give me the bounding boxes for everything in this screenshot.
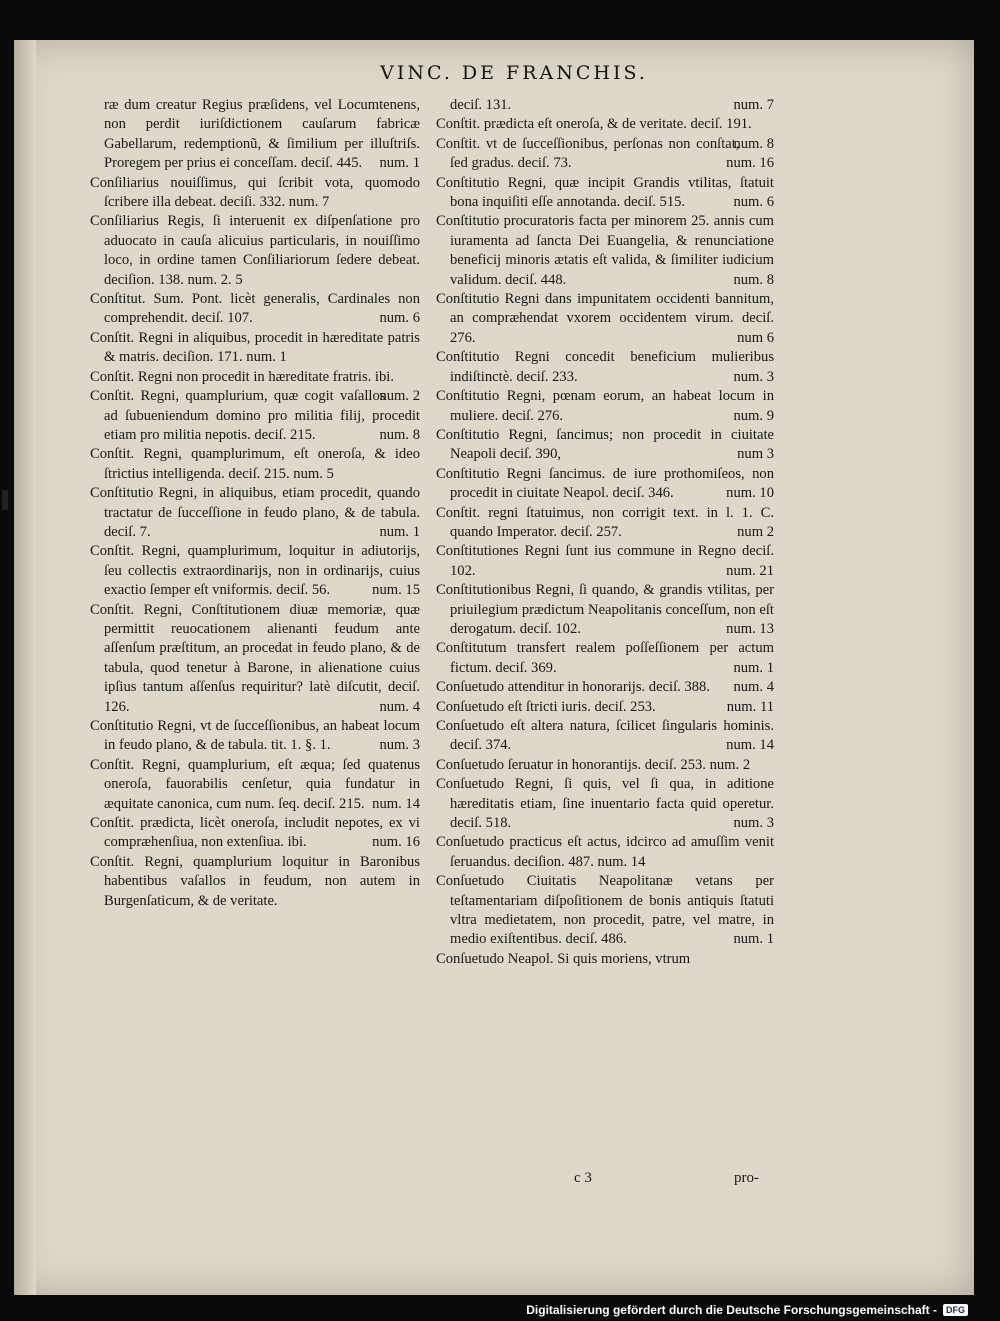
index-entry: [90, 445, 420, 484]
entry-text: Conſuetudo ſeruatur in honorantijs. deciſ. 253. num. 2: [436, 756, 751, 773]
index-entry: [90, 329, 420, 368]
index-entry: [436, 212, 774, 290]
entry-text: Conſtitutiones Regni ſunt ius commune in Regno deciſ. 102.: [436, 543, 774, 579]
entry-number: num. 3: [733, 368, 774, 385]
catchword: pro-: [734, 1170, 759, 1186]
entry-number: num. 16: [726, 155, 774, 172]
entry-text: Conſtitutio Regni, quæ incipit Grandis vtilitas, ſtatuit bona inquiſiti eſſe annotanda. deciſ. 515.: [436, 174, 774, 211]
index-entry: [436, 387, 774, 426]
entry-text: Conſuetudo Regni, ſi quis, vel ſi qua, in aditione hæreditatis etiam, ſine inuentario facta quid operetur. deciſ. 518.: [436, 776, 774, 832]
entry-text: Conſtit. Regni, quamplurimum, loquitur in adiutorijs, ſeu collectis extraordinarijs, non in ordinarijs, cuius exactio ſemper eſt vniformis. deciſ. 56.: [90, 543, 420, 599]
entry-text: ræ dum creatur Regius præſidens, vel Locumtenens, non perdit iuriſdictionem cauſarum fabricæ Gabellarum, redemptionũ, & ſimilium per illuſtriſs. Proregem per prius ei conceſſam. deciſ. 445.: [104, 97, 420, 172]
entry-number: num. 2: [379, 388, 420, 405]
index-entry: [90, 601, 420, 717]
entry-number: num. 4: [733, 679, 774, 696]
index-entry: [436, 542, 774, 581]
entry-text: Conſtitutio Regni, ſancimus; non procedit in ciuitate Neapoli deciſ. 390,: [436, 426, 774, 463]
entry-text: Conſtitutionibus Regni, ſi quando, & grandis vtilitas, per priuilegium prædictum Neapolitanis conceſſum, non eſt derogatum. deciſ. 102.: [436, 582, 774, 637]
entry-number: num. 1: [733, 931, 774, 948]
entry-number: num. 14: [372, 795, 420, 812]
index-entry: [436, 96, 774, 115]
index-entry: [90, 368, 420, 405]
entry-text: Conſtit. vt de ſucceſſionibus, perſonas non conſtat, ſed gradus. deciſ. 73.: [436, 135, 740, 172]
left-column: [90, 96, 420, 911]
index-entry: [90, 853, 420, 911]
entry-number: num 6: [737, 329, 774, 346]
entry-number: num. 6: [733, 194, 774, 211]
index-entry: [90, 717, 420, 756]
index-entry: [436, 426, 774, 465]
entry-text: Conſuetudo eſt ſtricti iuris. deciſ. 253.: [436, 698, 656, 715]
index-entry: [436, 581, 774, 639]
index-entry: [436, 775, 774, 833]
index-entry: [90, 387, 420, 445]
page-binding-shadow: [14, 40, 36, 1295]
entry-text: Conſtitutio Regni ſancimus. de iure prothomiſeos, non procedit in ciuitate Neapol. deciſ. 346.: [436, 465, 774, 502]
index-entry: [436, 639, 774, 678]
entry-number: num. 1: [379, 155, 420, 172]
entry-text: Conſtitutio Regni dans impunitatem occidenti bannitum, an compræhendat vxorem occidentem virum. deciſ. 276.: [436, 291, 774, 346]
index-entry: [436, 756, 774, 775]
entry-number: num 3: [737, 446, 774, 463]
entry-text: Conſtitutio Regni, pœnam eorum, an habeat locum in muliere. deciſ. 276.: [436, 388, 774, 424]
entry-number: num. 7: [733, 97, 774, 113]
entry-number: num. 1: [379, 523, 420, 540]
book-page: [14, 40, 974, 1295]
entry-text: Conſuetudo Ciuitatis Neapolitanæ vetans per teſtamentariam diſpoſitionem de bonis antiquis ſtatuti vltra medietatem, non procedit, patre, vel matre, in medio exiſtentibus. deciſ. 486.: [436, 873, 774, 948]
entry-text: Conſuetudo attenditur in honorarijs. deciſ. 388.: [436, 679, 710, 696]
entry-number: num. 1: [733, 659, 774, 676]
entry-text: Conſuetudo eſt altera natura, ſcilicet ſingularis hominis. deciſ. 374.: [436, 718, 774, 754]
entry-text: Conſtit. regni ſtatuimus, non corrigit text. in l. 1. C. quando Imperator. deciſ. 257.: [436, 504, 774, 540]
entry-text: Conſtit. Regni, quamplurium loquitur in Baronibus habentibus vaſallos in feudum, non autem in Burgenſaticum, & de veritate.: [90, 853, 420, 909]
entry-number: num. 21: [726, 562, 774, 579]
entry-number: num. 11: [726, 698, 774, 715]
index-entry: [90, 484, 420, 542]
dfg-logo: DFG: [943, 1304, 968, 1316]
entry-text: Conſtitut. Sum. Pont. licèt generalis, Cardinales non comprehendit. deciſ. 107.: [90, 291, 420, 327]
index-entry: [436, 678, 774, 697]
index-entry: [90, 174, 420, 213]
index-entry: [436, 950, 774, 969]
index-entry: [436, 465, 774, 504]
entry-text: Conſtit. Regni, quamplurimum, eſt oneroſa, & ideo ſtrictius intelligenda. deciſ. 215. num. 5: [90, 446, 420, 482]
right-column: [436, 96, 774, 969]
margin-mark: [2, 490, 8, 510]
index-entry: [90, 814, 420, 853]
index-entry: [436, 290, 774, 348]
index-entry: [436, 115, 774, 152]
entry-number: num. 9: [733, 407, 774, 424]
index-entry: [436, 174, 774, 213]
entry-text: deciſ. 131.: [450, 97, 512, 113]
entry-number: num. 16: [372, 834, 420, 851]
entry-text: Conſtit. prædicta, licèt oneroſa, includit nepotes, ex vi compræhenſiua, non extenſiua. ibi.: [90, 815, 420, 851]
digitization-credit: [526, 1303, 968, 1317]
entry-number: num. 3: [733, 815, 774, 832]
entry-number: num. 15: [372, 582, 420, 599]
index-entry: [90, 290, 420, 329]
entry-text: Conſtit. Regni, Conſtitutionem diuæ memoriæ, quæ permittit reuocationem alienanti feudum ante aſſenſum præſtitum, an procedat in feudo plano, & de tabula, quod tenetur à Barone, in alienatione cuius ipſius tantum aſſenſus requiritur? latè diſcutit, deciſ. 126.: [90, 601, 420, 715]
index-entry: [436, 872, 774, 950]
entry-number: num. 8: [379, 426, 420, 443]
entry-text: Conſiliarius nouiſſimus, qui ſcribit vota, quomodo ſcribere illa debeat. deciſi. 332. num. 7: [90, 174, 420, 211]
entry-text: Conſtitutio Regni, vt de ſucceſſionibus, an habeat locum in feudo plano, & de tabula. tit. 1. §. 1.: [90, 718, 420, 754]
entry-number: num. 4: [379, 698, 420, 715]
entry-text: Conſtitutum transfert realem poſſeſſionem per actum fictum. deciſ. 369.: [436, 640, 774, 676]
entry-number: num. 6: [379, 310, 420, 327]
index-entry: [436, 717, 774, 756]
entry-text: Conſiliarius Regis, ſi interuenit ex diſpenſatione pro aduocato in cauſa alicuius particularis, in nouiſſimo loco, in ordine tamen Conſiliariorum ſedere debeat. deciſion. 138. num. 2. 5: [90, 213, 420, 288]
index-entry: [90, 212, 420, 290]
entry-text: Conſuetudo practicus eſt actus, idcirco ad amuſſim venit ſeruandus. deciſion. 487. num. 14: [436, 834, 774, 870]
entry-text: Conſtit. prædicta eſt oneroſa, & de veritate. deciſ. 191.: [436, 116, 752, 133]
index-entry: [436, 348, 774, 387]
entry-number: num. 14: [726, 737, 774, 754]
index-entry: [436, 135, 774, 174]
entry-text: Conſtitutio Regni concedit beneficium mulieribus indiſtinctè. deciſ. 233.: [436, 349, 774, 385]
entry-text: Conſtit. Regni in aliquibus, procedit in hæreditate patris & matris. deciſion. 171. num. 1: [90, 329, 420, 366]
entry-number: num. 3: [379, 737, 420, 754]
index-entry: [436, 833, 774, 872]
index-entry: [90, 542, 420, 600]
entry-number: num. 13: [726, 620, 774, 637]
entry-text: Conſtit. Regni non procedit in hæreditate fratris. ibi.: [90, 368, 394, 385]
index-entry: [90, 96, 420, 174]
entry-text: Conſtitutio Regni, in aliquibus, etiam procedit, quando tractatur de ſucceſſione in feudo plano, & de tabula. deciſ. 7.: [90, 485, 420, 540]
entry-text: Conſuetudo Neapol. Si quis moriens, vtrum: [436, 950, 691, 967]
entry-number: num. 8: [733, 271, 774, 288]
signature-mark: c 3: [574, 1170, 592, 1186]
credit-text: Digitalisierung gefördert durch die Deutsche Forschungsgemeinschaft -: [526, 1303, 937, 1317]
entry-text: Conſtit. Regni, quamplurium, eſt æqua; ſed quatenus oneroſa, fauorabilis cenſetur, quia fundatur in æquitate canonica, cum num. ſeq. deciſ. 215.: [90, 756, 420, 812]
index-entry: [436, 504, 774, 543]
entry-text: Conſtit. Regni, quamplurium, quæ cogit vaſallos ad ſubueniendum domino pro militia filij, procedit etiam pro militia nepotis. deciſ. 215.: [90, 388, 420, 443]
index-entry: [90, 756, 420, 814]
entry-text: Conſtitutio procuratoris facta per minorem 25. annis cum iuramenta ad ſancta Dei Euangelia, & renunciatione beneficij minoris ætatis eſt valida, & ſimiliter iudicium validum. deciſ. 448.: [436, 213, 774, 288]
entry-number: num 2: [737, 523, 774, 540]
index-entry: [436, 698, 774, 717]
entry-number: num. 10: [726, 485, 774, 502]
entry-number: num. 8: [733, 135, 774, 152]
running-header: VINC. DE FRANCHIS.: [380, 62, 648, 84]
